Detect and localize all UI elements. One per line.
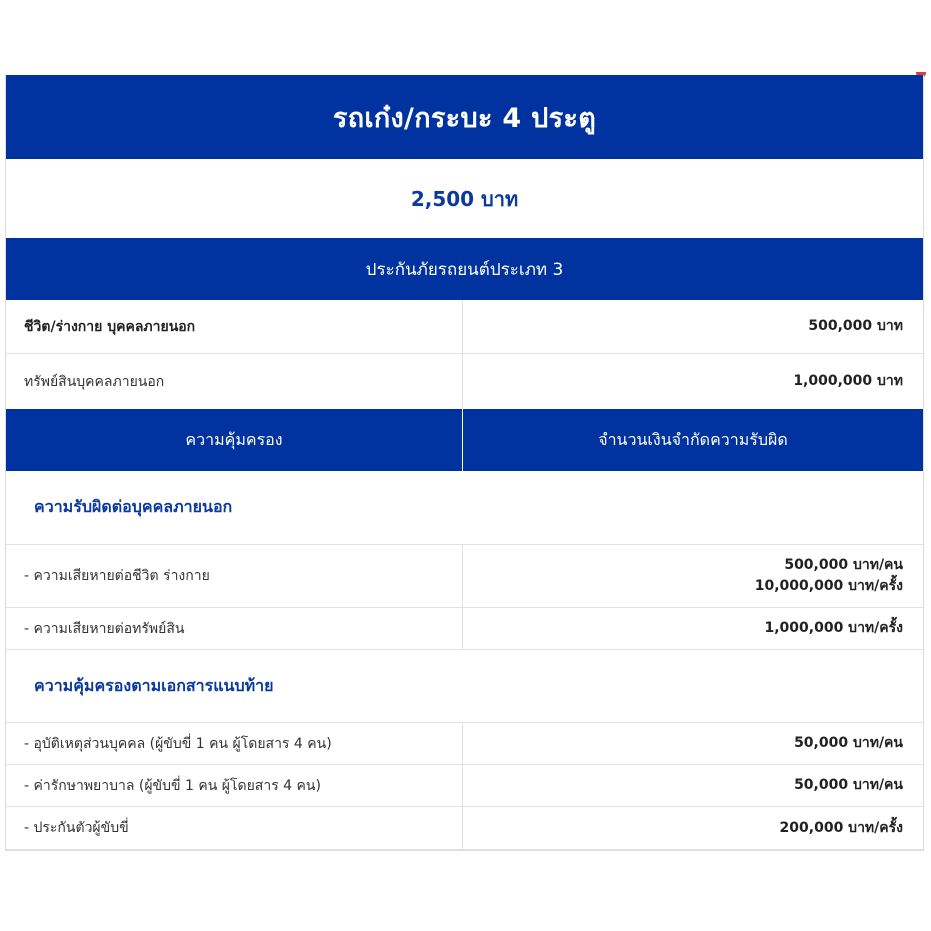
summary-value — [463, 354, 923, 409]
summary-label: ชีวิต/ร่างกาย บุคคลภายนอก — [6, 300, 463, 353]
coverage-value — [463, 765, 923, 806]
coverage-value — [463, 545, 923, 607]
insurance-plan-card — [5, 75, 924, 851]
coverage-label: - ค่ารักษาพยาบาล (ผู้ขับขี่ 1 คน ผู้โดยสาร 4 คน) — [6, 765, 463, 806]
table-row — [6, 608, 923, 650]
coverage-column-header: ความคุ้มครอง — [6, 409, 463, 471]
summary-label: ทรัพย์สินบุคคลภายนอก — [6, 354, 463, 409]
coverage-value-line: 1,000,000 บาท/ครั้ง — [764, 620, 903, 636]
summary-value — [463, 300, 923, 353]
limit-column-header: จำนวนเงินจำกัดความรับผิด — [598, 429, 788, 449]
section-title-endorsement: ความคุ้มครองตามเอกสารแนบท้าย — [6, 650, 923, 723]
table-row — [6, 807, 923, 850]
coverage-label: - ความเสียหายต่อชีวิต ร่างกาย — [6, 545, 463, 607]
coverage-value — [463, 608, 923, 649]
summary-value-text: 500,000 บาท — [808, 318, 903, 334]
vehicle-type-title: รถเก๋ง/กระบะ 4 ประตู — [6, 75, 923, 159]
coverage-table-header — [6, 409, 923, 471]
coverage-value-line: 50,000 บาท/คน — [794, 735, 903, 751]
table-row — [6, 765, 923, 807]
summary-value-text: 1,000,000 บาท — [793, 373, 903, 389]
plan-name-bar: ประกันภัยรถยนต์ประเภท 3 — [6, 238, 923, 300]
coverage-value — [463, 723, 923, 764]
table-row — [6, 723, 923, 765]
summary-row — [6, 300, 923, 354]
plan-price: 2,500 บาท — [410, 186, 519, 211]
coverage-value-line: 500,000 บาท/คน — [784, 557, 903, 573]
table-row — [6, 545, 923, 608]
section-title-third-party: ความรับผิดต่อบุคคลภายนอก — [6, 471, 923, 545]
summary-row — [6, 354, 923, 409]
coverage-value-line: 50,000 บาท/คน — [794, 777, 903, 793]
coverage-label: - ความเสียหายต่อทรัพย์สิน — [6, 608, 463, 649]
coverage-value-line: 200,000 บาท/ครั้ง — [779, 819, 903, 836]
coverage-value — [463, 807, 923, 849]
coverage-value-line: 10,000,000 บาท/ครั้ง — [754, 578, 903, 594]
coverage-label: - ประกันตัวผู้ขับขี่ — [6, 807, 463, 849]
coverage-label: - อุบัติเหตุส่วนบุคคล (ผู้ขับขี่ 1 คน ผู้โดยสาร 4 คน) — [6, 723, 463, 764]
